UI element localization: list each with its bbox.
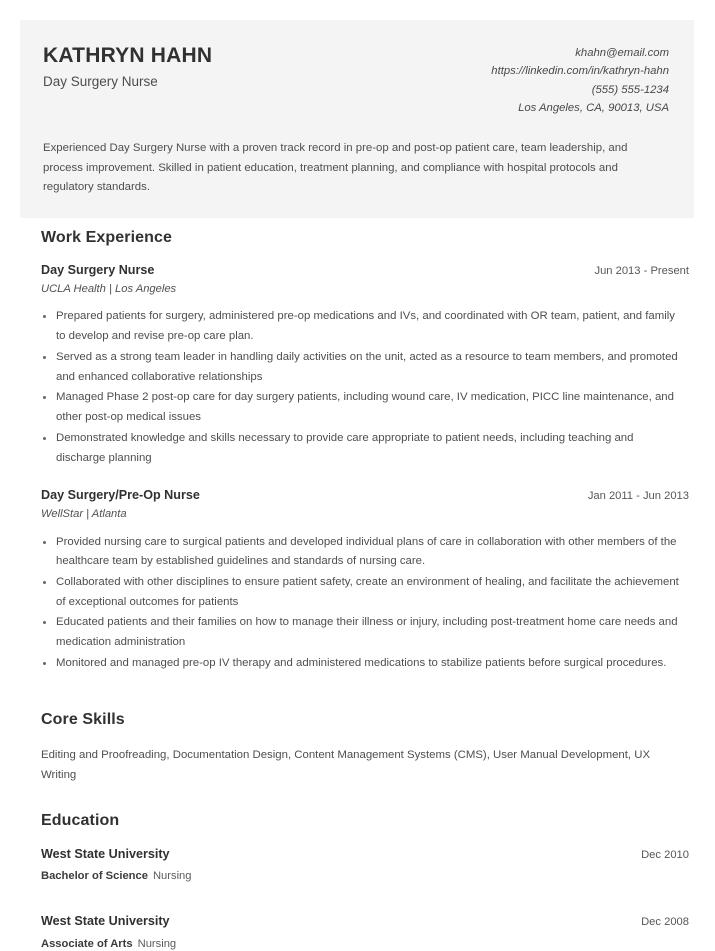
- work-bullet-text: Served as a strong team leader in handling daily activities on the unit, acted as a resource to team members, and promoted and enhanced collaborative relationships: [56, 350, 678, 383]
- bullet-dot-icon: [43, 437, 46, 440]
- contact-address: Los Angeles, CA, 90013, USA: [518, 101, 669, 114]
- work-entry: [41, 488, 694, 673]
- education-date: Dec 2008: [641, 915, 689, 928]
- work-entry-role: Day Surgery/Pre-Op Nurse: [41, 488, 200, 503]
- work-entry-date: Jan 2011 - Jun 2013: [587, 490, 689, 503]
- identity-block: [43, 42, 212, 90]
- work-entry-role: Day Surgery Nurse: [41, 263, 155, 278]
- contact-linkedin[interactable]: https://linkedin.com/in/kathryn-hahn: [491, 65, 669, 78]
- section-core-skills: [41, 676, 694, 786]
- resume-header: [20, 20, 694, 218]
- contact-phone[interactable]: (555) 555-1234: [591, 83, 669, 96]
- section-work-experience: [41, 200, 694, 674]
- bullet-dot-icon: [43, 356, 46, 359]
- work-bullet-text: Collaborated with other disciplines to ensure patient safety, create an environment of healing, and facilitate the achievement of exceptional outcomes for patients: [56, 575, 679, 608]
- resume-body: [0, 200, 715, 951]
- education-field: Nursing: [152, 870, 192, 883]
- work-entry-bullets: [41, 307, 694, 468]
- bullet-dot-icon: [43, 621, 46, 624]
- work-bullet: [41, 429, 686, 468]
- work-bullet-text: Prepared patients for surgery, administered pre-op medications and IVs, and coordinated with OR team, patient, and family to develop and revise pre-op care plan.: [56, 310, 676, 343]
- education-entry: [41, 914, 694, 951]
- education-entry-header: [41, 847, 694, 863]
- work-entry-bullets: [41, 533, 694, 674]
- education-entry-header: [41, 914, 694, 930]
- header-top-row: [43, 42, 669, 117]
- work-bullet-text: Provided nursing care to surgical patients and developed individual plans of care in collaboration with other members of the healthcare team by established guidelines and standards of nursing care.: [56, 535, 677, 568]
- contact-email[interactable]: khahn@email.com: [575, 47, 669, 59]
- professional-summary: Experienced Day Surgery Nurse with a proven track record in pre-op and post-op patient care, team leadership, and process improvement. Skilled in patient education, treatment planning, and compliance with hospital protocols and regulatory standards.: [43, 142, 628, 194]
- education-heading: Education: [41, 812, 120, 830]
- section-education: [41, 785, 694, 951]
- work-entry: [41, 263, 694, 468]
- work-bullet: [41, 388, 686, 427]
- work-entry-header: [41, 488, 694, 504]
- work-entry-header: [41, 263, 694, 279]
- work-entry-organization: UCLA Health | Los Angeles: [41, 282, 177, 295]
- contact-block: [491, 42, 669, 117]
- education-degree: Bachelor of Science: [41, 870, 148, 883]
- candidate-job-title: Day Surgery Nurse: [43, 74, 158, 90]
- bullet-dot-icon: [43, 662, 46, 665]
- work-bullet-text: Managed Phase 2 post-op care for day surgery patients, including wound care, IV medication, PICC line maintenance, and other post-op medical issues: [56, 391, 674, 424]
- work-bullet: [41, 654, 686, 674]
- education-field: Nursing: [137, 937, 177, 950]
- education-date: Dec 2010: [641, 848, 689, 861]
- work-experience-heading: Work Experience: [41, 229, 173, 246]
- work-bullet-text: Monitored and managed pre-op IV therapy and administered medications to stabilize patients before surgical procedures.: [56, 656, 667, 669]
- core-skills-heading: Core Skills: [41, 710, 125, 728]
- education-school: West State University: [41, 846, 170, 861]
- education-school: West State University: [41, 913, 170, 928]
- bullet-dot-icon: [43, 315, 46, 318]
- work-bullet: [41, 307, 686, 346]
- work-entry-organization: WellStar | Atlanta: [41, 507, 127, 520]
- work-bullet: [41, 573, 686, 612]
- core-skills-list: Editing and Proofreading, Documentation Design, Content Management Systems (CMS), User Manual Development, UX Writing: [41, 748, 651, 782]
- work-bullet: [41, 613, 686, 652]
- candidate-name: KATHRYN HAHN: [43, 44, 213, 67]
- education-entry: [41, 847, 694, 884]
- bullet-dot-icon: [43, 581, 46, 584]
- work-bullet-text: Demonstrated knowledge and skills necessary to provide care appropriate to patient needs, including teaching and discharge planning: [56, 431, 634, 464]
- work-bullet: [41, 348, 686, 387]
- education-degree: Associate of Arts: [41, 937, 133, 950]
- work-bullet: [41, 533, 686, 572]
- education-detail: [41, 869, 694, 884]
- bullet-dot-icon: [43, 396, 46, 399]
- work-bullet-text: Educated patients and their families on how to manage their illness or injury, including post-treatment home care needs and medication administration: [56, 616, 678, 649]
- bullet-dot-icon: [43, 541, 46, 544]
- work-entry-date: Jun 2013 - Present: [594, 265, 689, 278]
- education-detail: [41, 937, 694, 951]
